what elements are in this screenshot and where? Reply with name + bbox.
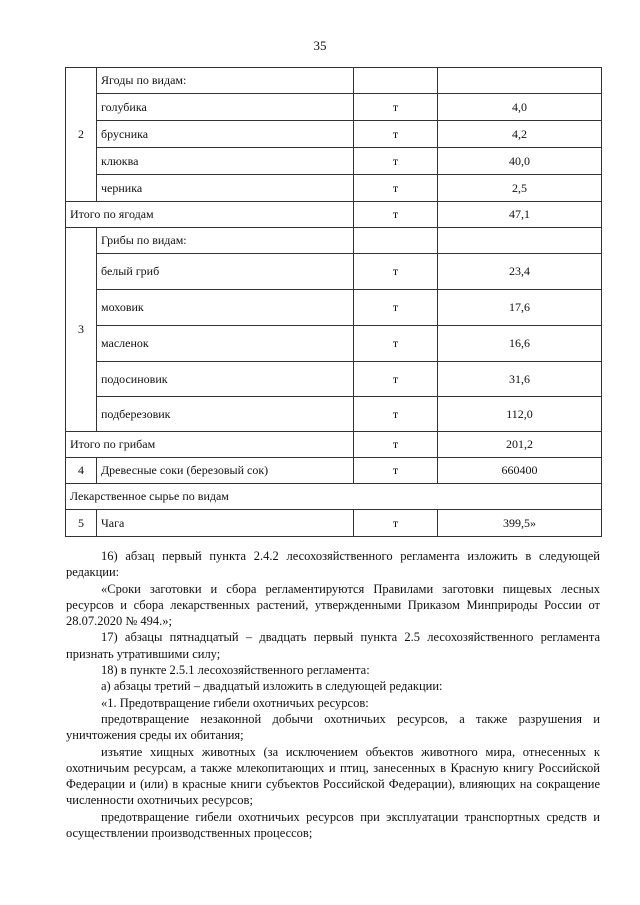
paragraph: изъятие хищных животных (за исключением объектов животного мира, отнесенных к охотничьим ресурсам, а также млекопитающих и птиц, занесенных в Красную книгу Российской Федерации и (или) в красные книги субъектов Российской Федерации), влияющих на сокращение численности охотничьих ресурсов; [66,744,600,808]
total-row [66,202,602,228]
table-row [66,68,602,94]
item-name: брусника [97,121,354,148]
group-header: Ягоды по видам: [97,68,354,94]
item-value: 4,0 [438,94,602,121]
total-label: Итого по ягодам [66,202,354,228]
item-value: 2,5 [438,175,602,202]
section-header: Лекарственное сырье по видам [66,484,602,510]
item-unit: т [354,148,438,175]
item-unit: т [354,121,438,148]
page-number: 35 [313,38,327,53]
paragraph: «Сроки заготовки и сбора регламентируются Правилами заготовки пищевых лесных ресурсов и сбора лекарственных растений, утвержденными Приказом Минприроды России от 28.07.2020 № 494.»; [66,581,600,629]
table-row [66,175,602,202]
item-name: моховик [97,290,354,326]
table-row [66,397,602,432]
item-value: 16,6 [438,326,602,362]
paragraph: предотвращение незаконной добычи охотничьих ресурсов, а также разрушения и уничтожения среды их обитания; [66,711,600,743]
forest-resources-table [65,67,602,537]
item-unit: т [354,290,438,326]
row-number: 4 [66,458,97,484]
row-number: 2 [66,68,97,202]
item-value: 40,0 [438,148,602,175]
item-unit: т [354,362,438,397]
total-value: 201,2 [438,432,602,458]
item-unit: т [354,458,438,484]
item-unit: т [354,94,438,121]
item-value: 17,6 [438,290,602,326]
item-value: 399,5» [438,510,602,537]
item-name: клюква [97,148,354,175]
item-value: 660400 [438,458,602,484]
section-header-row [66,484,602,510]
item-name: голубика [97,94,354,121]
item-name: Древесные соки (березовый сок) [97,458,354,484]
row-number: 3 [66,228,97,432]
table-row [66,290,602,326]
total-value: 47,1 [438,202,602,228]
item-unit: т [354,326,438,362]
table-row [66,458,602,484]
item-unit: т [354,510,438,537]
table-row [66,254,602,290]
paragraph: 16) абзац первый пункта 2.4.2 лесохозяйственного регламента изложить в следующей редакции: [66,549,600,580]
total-unit: т [354,432,438,458]
item-unit: т [354,175,438,202]
table-row [66,148,602,175]
paragraph: а) абзацы третий – двадцатый изложить в следующей редакции: [101,679,443,694]
table-row [66,94,602,121]
item-value: 23,4 [438,254,602,290]
table-row [66,228,602,254]
body-text [66,548,600,841]
item-value: 4,2 [438,121,602,148]
paragraph: 17) абзацы пятнадцатый – двадцать первый пункта 2.5 лесохозяйственного регламента признать утратившими силу; [66,630,600,661]
paragraph: «1. Предотвращение гибели охотничьих ресурсов: [101,695,369,710]
table-row [66,326,602,362]
item-value: 112,0 [438,397,602,432]
item-name: подберезовик [97,397,354,432]
item-unit: т [354,397,438,432]
paragraph: 18) в пункте 2.5.1 лесохозяйственного регламента: [101,663,370,678]
item-name: белый гриб [97,254,354,290]
item-name: масленок [97,326,354,362]
total-row [66,432,602,458]
group-header: Грибы по видам: [97,228,354,254]
paragraph: предотвращение гибели охотничьих ресурсов при эксплуатации транспортных средств и осуществлении производственных процессов; [66,809,600,841]
item-value: 31,6 [438,362,602,397]
total-label: Итого по грибам [66,432,354,458]
item-name: подосиновик [97,362,354,397]
total-unit: т [354,202,438,228]
row-number: 5 [66,510,97,537]
item-name: Чага [97,510,354,537]
table-row [66,510,602,537]
item-unit: т [354,254,438,290]
table-row [66,362,602,397]
item-name: черника [97,175,354,202]
table-row [66,121,602,148]
